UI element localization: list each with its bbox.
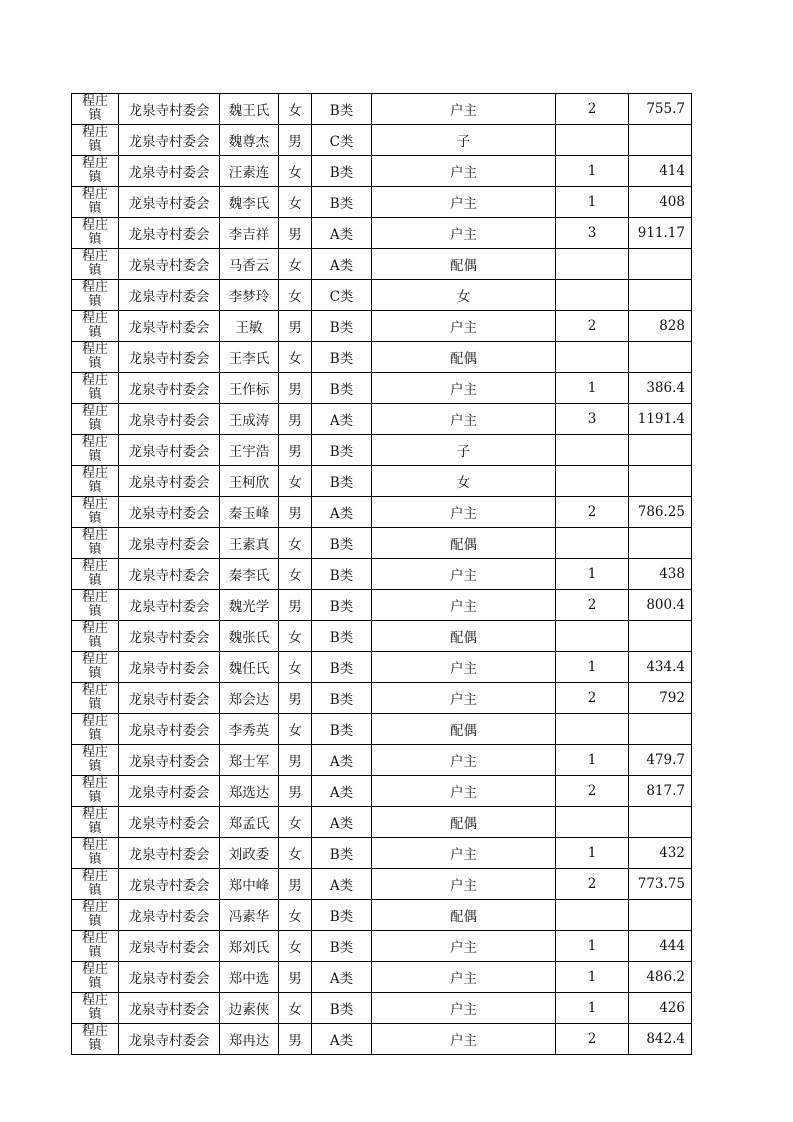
town-cell: 程庄 镇 bbox=[72, 590, 119, 621]
amount-cell: 414 bbox=[629, 156, 692, 187]
count-cell: 1 bbox=[556, 962, 629, 993]
village-cell: 龙泉寺村委会 bbox=[119, 900, 220, 931]
town-cell: 程庄 镇 bbox=[72, 745, 119, 776]
sex-cell: 男 bbox=[279, 869, 312, 900]
category-cell: B类 bbox=[312, 590, 372, 621]
count-cell: 1 bbox=[556, 745, 629, 776]
sex-cell: 女 bbox=[279, 931, 312, 962]
town-cell: 程庄 镇 bbox=[72, 311, 119, 342]
village-cell: 龙泉寺村委会 bbox=[119, 125, 220, 156]
name-cell: 李梦玲 bbox=[220, 280, 279, 311]
count-cell bbox=[556, 528, 629, 559]
name-cell: 郑选达 bbox=[220, 776, 279, 807]
count-cell bbox=[556, 900, 629, 931]
count-cell: 2 bbox=[556, 683, 629, 714]
sex-cell: 男 bbox=[279, 125, 312, 156]
sex-cell: 男 bbox=[279, 404, 312, 435]
sex-cell: 女 bbox=[279, 528, 312, 559]
sex-cell: 女 bbox=[279, 807, 312, 838]
town-cell: 程庄 镇 bbox=[72, 218, 119, 249]
village-cell: 龙泉寺村委会 bbox=[119, 559, 220, 590]
name-cell: 秦李氏 bbox=[220, 559, 279, 590]
town-cell: 程庄 镇 bbox=[72, 280, 119, 311]
category-cell: B类 bbox=[312, 559, 372, 590]
category-cell: B类 bbox=[312, 187, 372, 218]
village-cell: 龙泉寺村委会 bbox=[119, 466, 220, 497]
category-cell: B类 bbox=[312, 931, 372, 962]
amount-cell: 434.4 bbox=[629, 652, 692, 683]
name-cell: 刘政委 bbox=[220, 838, 279, 869]
category-cell: B类 bbox=[312, 528, 372, 559]
name-cell: 王成涛 bbox=[220, 404, 279, 435]
category-cell: A类 bbox=[312, 776, 372, 807]
table-row bbox=[72, 869, 692, 900]
count-cell bbox=[556, 342, 629, 373]
relation-cell: 户主 bbox=[372, 652, 556, 683]
town-cell: 程庄 镇 bbox=[72, 156, 119, 187]
category-cell: B类 bbox=[312, 94, 372, 125]
relation-cell: 户主 bbox=[372, 683, 556, 714]
amount-cell: 792 bbox=[629, 683, 692, 714]
category-cell: B类 bbox=[312, 993, 372, 1024]
sex-cell: 男 bbox=[279, 962, 312, 993]
town-cell: 程庄 镇 bbox=[72, 621, 119, 652]
amount-cell bbox=[629, 528, 692, 559]
name-cell: 李吉祥 bbox=[220, 218, 279, 249]
category-cell: A类 bbox=[312, 404, 372, 435]
count-cell bbox=[556, 466, 629, 497]
amount-cell: 817.7 bbox=[629, 776, 692, 807]
name-cell: 郑中峰 bbox=[220, 869, 279, 900]
town-cell: 程庄 镇 bbox=[72, 900, 119, 931]
village-cell: 龙泉寺村委会 bbox=[119, 962, 220, 993]
table-row bbox=[72, 683, 692, 714]
table-row bbox=[72, 218, 692, 249]
name-cell: 郑刘氏 bbox=[220, 931, 279, 962]
sex-cell: 女 bbox=[279, 249, 312, 280]
table-row bbox=[72, 590, 692, 621]
town-cell: 程庄 镇 bbox=[72, 466, 119, 497]
category-cell: B类 bbox=[312, 652, 372, 683]
category-cell: A类 bbox=[312, 497, 372, 528]
name-cell: 王敏 bbox=[220, 311, 279, 342]
sex-cell: 男 bbox=[279, 435, 312, 466]
amount-cell: 486.2 bbox=[629, 962, 692, 993]
name-cell: 冯素华 bbox=[220, 900, 279, 931]
town-cell: 程庄 镇 bbox=[72, 373, 119, 404]
category-cell: B类 bbox=[312, 311, 372, 342]
category-cell: B类 bbox=[312, 342, 372, 373]
beneficiary-table bbox=[71, 93, 692, 1055]
sex-cell: 女 bbox=[279, 714, 312, 745]
relation-cell: 户主 bbox=[372, 838, 556, 869]
category-cell: B类 bbox=[312, 714, 372, 745]
relation-cell: 配偶 bbox=[372, 807, 556, 838]
amount-cell: 842.4 bbox=[629, 1024, 692, 1055]
relation-cell: 户主 bbox=[372, 745, 556, 776]
village-cell: 龙泉寺村委会 bbox=[119, 931, 220, 962]
table-row bbox=[72, 776, 692, 807]
count-cell: 2 bbox=[556, 311, 629, 342]
village-cell: 龙泉寺村委会 bbox=[119, 528, 220, 559]
amount-cell bbox=[629, 342, 692, 373]
sex-cell: 男 bbox=[279, 683, 312, 714]
name-cell: 魏张氏 bbox=[220, 621, 279, 652]
sex-cell: 女 bbox=[279, 838, 312, 869]
table-row bbox=[72, 249, 692, 280]
sex-cell: 女 bbox=[279, 280, 312, 311]
count-cell: 2 bbox=[556, 497, 629, 528]
town-cell: 程庄 镇 bbox=[72, 931, 119, 962]
table-row bbox=[72, 962, 692, 993]
sex-cell: 女 bbox=[279, 900, 312, 931]
count-cell bbox=[556, 714, 629, 745]
amount-cell bbox=[629, 125, 692, 156]
sex-cell: 男 bbox=[279, 497, 312, 528]
table-row bbox=[72, 621, 692, 652]
village-cell: 龙泉寺村委会 bbox=[119, 280, 220, 311]
amount-cell: 786.25 bbox=[629, 497, 692, 528]
table-row bbox=[72, 156, 692, 187]
count-cell: 1 bbox=[556, 838, 629, 869]
relation-cell: 户主 bbox=[372, 993, 556, 1024]
category-cell: C类 bbox=[312, 280, 372, 311]
village-cell: 龙泉寺村委会 bbox=[119, 218, 220, 249]
table-row bbox=[72, 373, 692, 404]
village-cell: 龙泉寺村委会 bbox=[119, 714, 220, 745]
category-cell: B类 bbox=[312, 373, 372, 404]
village-cell: 龙泉寺村委会 bbox=[119, 838, 220, 869]
relation-cell: 户主 bbox=[372, 1024, 556, 1055]
amount-cell bbox=[629, 280, 692, 311]
relation-cell: 户主 bbox=[372, 776, 556, 807]
village-cell: 龙泉寺村委会 bbox=[119, 249, 220, 280]
sex-cell: 女 bbox=[279, 559, 312, 590]
table-row bbox=[72, 900, 692, 931]
relation-cell: 配偶 bbox=[372, 714, 556, 745]
village-cell: 龙泉寺村委会 bbox=[119, 435, 220, 466]
sex-cell: 男 bbox=[279, 311, 312, 342]
village-cell: 龙泉寺村委会 bbox=[119, 590, 220, 621]
amount-cell: 911.17 bbox=[629, 218, 692, 249]
name-cell: 王宇浩 bbox=[220, 435, 279, 466]
category-cell: A类 bbox=[312, 869, 372, 900]
relation-cell: 户主 bbox=[372, 373, 556, 404]
amount-cell bbox=[629, 807, 692, 838]
sex-cell: 男 bbox=[279, 776, 312, 807]
town-cell: 程庄 镇 bbox=[72, 993, 119, 1024]
village-cell: 龙泉寺村委会 bbox=[119, 497, 220, 528]
town-cell: 程庄 镇 bbox=[72, 1024, 119, 1055]
table-row bbox=[72, 311, 692, 342]
town-cell: 程庄 镇 bbox=[72, 869, 119, 900]
relation-cell: 配偶 bbox=[372, 621, 556, 652]
name-cell: 郑冉达 bbox=[220, 1024, 279, 1055]
relation-cell: 户主 bbox=[372, 218, 556, 249]
relation-cell: 户主 bbox=[372, 187, 556, 218]
town-cell: 程庄 镇 bbox=[72, 838, 119, 869]
village-cell: 龙泉寺村委会 bbox=[119, 1024, 220, 1055]
category-cell: A类 bbox=[312, 745, 372, 776]
count-cell bbox=[556, 807, 629, 838]
village-cell: 龙泉寺村委会 bbox=[119, 373, 220, 404]
relation-cell: 户主 bbox=[372, 156, 556, 187]
town-cell: 程庄 镇 bbox=[72, 125, 119, 156]
count-cell: 2 bbox=[556, 590, 629, 621]
table-body bbox=[72, 94, 692, 1055]
relation-cell: 户主 bbox=[372, 590, 556, 621]
relation-cell: 户主 bbox=[372, 94, 556, 125]
count-cell bbox=[556, 249, 629, 280]
amount-cell: 426 bbox=[629, 993, 692, 1024]
village-cell: 龙泉寺村委会 bbox=[119, 187, 220, 218]
town-cell: 程庄 镇 bbox=[72, 962, 119, 993]
name-cell: 郑中选 bbox=[220, 962, 279, 993]
sex-cell: 女 bbox=[279, 652, 312, 683]
relation-cell: 女 bbox=[372, 280, 556, 311]
category-cell: B类 bbox=[312, 683, 372, 714]
sex-cell: 男 bbox=[279, 218, 312, 249]
category-cell: B类 bbox=[312, 838, 372, 869]
amount-cell bbox=[629, 621, 692, 652]
count-cell: 1 bbox=[556, 652, 629, 683]
relation-cell: 女 bbox=[372, 466, 556, 497]
category-cell: A类 bbox=[312, 249, 372, 280]
town-cell: 程庄 镇 bbox=[72, 559, 119, 590]
village-cell: 龙泉寺村委会 bbox=[119, 993, 220, 1024]
amount-cell: 800.4 bbox=[629, 590, 692, 621]
town-cell: 程庄 镇 bbox=[72, 435, 119, 466]
category-cell: B类 bbox=[312, 156, 372, 187]
town-cell: 程庄 镇 bbox=[72, 497, 119, 528]
name-cell: 王素真 bbox=[220, 528, 279, 559]
count-cell: 2 bbox=[556, 94, 629, 125]
sex-cell: 女 bbox=[279, 187, 312, 218]
town-cell: 程庄 镇 bbox=[72, 807, 119, 838]
name-cell: 郑士军 bbox=[220, 745, 279, 776]
table-row bbox=[72, 404, 692, 435]
name-cell: 郑会达 bbox=[220, 683, 279, 714]
count-cell bbox=[556, 280, 629, 311]
town-cell: 程庄 镇 bbox=[72, 776, 119, 807]
relation-cell: 户主 bbox=[372, 962, 556, 993]
category-cell: A类 bbox=[312, 962, 372, 993]
sex-cell: 女 bbox=[279, 621, 312, 652]
name-cell: 魏尊杰 bbox=[220, 125, 279, 156]
count-cell: 2 bbox=[556, 776, 629, 807]
table-row bbox=[72, 466, 692, 497]
relation-cell: 配偶 bbox=[372, 528, 556, 559]
amount-cell: 408 bbox=[629, 187, 692, 218]
village-cell: 龙泉寺村委会 bbox=[119, 776, 220, 807]
count-cell: 1 bbox=[556, 931, 629, 962]
count-cell: 1 bbox=[556, 993, 629, 1024]
count-cell: 3 bbox=[556, 218, 629, 249]
relation-cell: 配偶 bbox=[372, 249, 556, 280]
amount-cell: 1191.4 bbox=[629, 404, 692, 435]
table-row bbox=[72, 838, 692, 869]
town-cell: 程庄 镇 bbox=[72, 249, 119, 280]
village-cell: 龙泉寺村委会 bbox=[119, 94, 220, 125]
sex-cell: 女 bbox=[279, 156, 312, 187]
count-cell: 3 bbox=[556, 404, 629, 435]
amount-cell: 755.7 bbox=[629, 94, 692, 125]
relation-cell: 子 bbox=[372, 125, 556, 156]
amount-cell: 444 bbox=[629, 931, 692, 962]
village-cell: 龙泉寺村委会 bbox=[119, 652, 220, 683]
category-cell: B类 bbox=[312, 435, 372, 466]
name-cell: 魏李氏 bbox=[220, 187, 279, 218]
table-row bbox=[72, 652, 692, 683]
table-row bbox=[72, 125, 692, 156]
relation-cell: 户主 bbox=[372, 559, 556, 590]
amount-cell bbox=[629, 466, 692, 497]
name-cell: 李秀英 bbox=[220, 714, 279, 745]
sex-cell: 女 bbox=[279, 94, 312, 125]
name-cell: 王李氏 bbox=[220, 342, 279, 373]
amount-cell: 828 bbox=[629, 311, 692, 342]
category-cell: A类 bbox=[312, 218, 372, 249]
relation-cell: 户主 bbox=[372, 869, 556, 900]
relation-cell: 配偶 bbox=[372, 342, 556, 373]
town-cell: 程庄 镇 bbox=[72, 528, 119, 559]
count-cell bbox=[556, 125, 629, 156]
count-cell bbox=[556, 621, 629, 652]
village-cell: 龙泉寺村委会 bbox=[119, 311, 220, 342]
name-cell: 王柯欣 bbox=[220, 466, 279, 497]
category-cell: A类 bbox=[312, 1024, 372, 1055]
name-cell: 边素侠 bbox=[220, 993, 279, 1024]
table-row bbox=[72, 435, 692, 466]
name-cell: 魏任氏 bbox=[220, 652, 279, 683]
town-cell: 程庄 镇 bbox=[72, 714, 119, 745]
amount-cell bbox=[629, 714, 692, 745]
category-cell: B类 bbox=[312, 466, 372, 497]
table-row bbox=[72, 807, 692, 838]
table-row bbox=[72, 280, 692, 311]
relation-cell: 户主 bbox=[372, 311, 556, 342]
table-row bbox=[72, 94, 692, 125]
count-cell bbox=[556, 435, 629, 466]
name-cell: 魏光学 bbox=[220, 590, 279, 621]
sex-cell: 男 bbox=[279, 1024, 312, 1055]
table-row bbox=[72, 1024, 692, 1055]
count-cell: 1 bbox=[556, 156, 629, 187]
village-cell: 龙泉寺村委会 bbox=[119, 683, 220, 714]
sex-cell: 女 bbox=[279, 993, 312, 1024]
count-cell: 1 bbox=[556, 373, 629, 404]
relation-cell: 配偶 bbox=[372, 900, 556, 931]
amount-cell bbox=[629, 249, 692, 280]
town-cell: 程庄 镇 bbox=[72, 652, 119, 683]
table-row bbox=[72, 745, 692, 776]
name-cell: 秦玉峰 bbox=[220, 497, 279, 528]
relation-cell: 户主 bbox=[372, 404, 556, 435]
table-row bbox=[72, 187, 692, 218]
town-cell: 程庄 镇 bbox=[72, 404, 119, 435]
count-cell: 1 bbox=[556, 559, 629, 590]
amount-cell: 773.75 bbox=[629, 869, 692, 900]
sex-cell: 男 bbox=[279, 373, 312, 404]
sex-cell: 男 bbox=[279, 745, 312, 776]
village-cell: 龙泉寺村委会 bbox=[119, 869, 220, 900]
village-cell: 龙泉寺村委会 bbox=[119, 745, 220, 776]
table-row bbox=[72, 528, 692, 559]
amount-cell bbox=[629, 900, 692, 931]
name-cell: 郑孟氏 bbox=[220, 807, 279, 838]
name-cell: 马香云 bbox=[220, 249, 279, 280]
category-cell: B类 bbox=[312, 621, 372, 652]
name-cell: 王作标 bbox=[220, 373, 279, 404]
category-cell: B类 bbox=[312, 900, 372, 931]
name-cell: 汪素连 bbox=[220, 156, 279, 187]
relation-cell: 子 bbox=[372, 435, 556, 466]
village-cell: 龙泉寺村委会 bbox=[119, 621, 220, 652]
amount-cell: 386.4 bbox=[629, 373, 692, 404]
count-cell: 2 bbox=[556, 869, 629, 900]
town-cell: 程庄 镇 bbox=[72, 683, 119, 714]
amount-cell: 432 bbox=[629, 838, 692, 869]
amount-cell bbox=[629, 435, 692, 466]
amount-cell: 438 bbox=[629, 559, 692, 590]
table-row bbox=[72, 931, 692, 962]
count-cell: 2 bbox=[556, 1024, 629, 1055]
table-row bbox=[72, 342, 692, 373]
relation-cell: 户主 bbox=[372, 931, 556, 962]
town-cell: 程庄 镇 bbox=[72, 94, 119, 125]
name-cell: 魏王氏 bbox=[220, 94, 279, 125]
table-row bbox=[72, 714, 692, 745]
table-row bbox=[72, 497, 692, 528]
category-cell: A类 bbox=[312, 807, 372, 838]
category-cell: C类 bbox=[312, 125, 372, 156]
village-cell: 龙泉寺村委会 bbox=[119, 156, 220, 187]
village-cell: 龙泉寺村委会 bbox=[119, 342, 220, 373]
village-cell: 龙泉寺村委会 bbox=[119, 807, 220, 838]
sex-cell: 女 bbox=[279, 342, 312, 373]
sex-cell: 女 bbox=[279, 466, 312, 497]
amount-cell: 479.7 bbox=[629, 745, 692, 776]
village-cell: 龙泉寺村委会 bbox=[119, 404, 220, 435]
sex-cell: 男 bbox=[279, 590, 312, 621]
relation-cell: 户主 bbox=[372, 497, 556, 528]
town-cell: 程庄 镇 bbox=[72, 187, 119, 218]
town-cell: 程庄 镇 bbox=[72, 342, 119, 373]
table-row bbox=[72, 559, 692, 590]
table-row bbox=[72, 993, 692, 1024]
count-cell: 1 bbox=[556, 187, 629, 218]
